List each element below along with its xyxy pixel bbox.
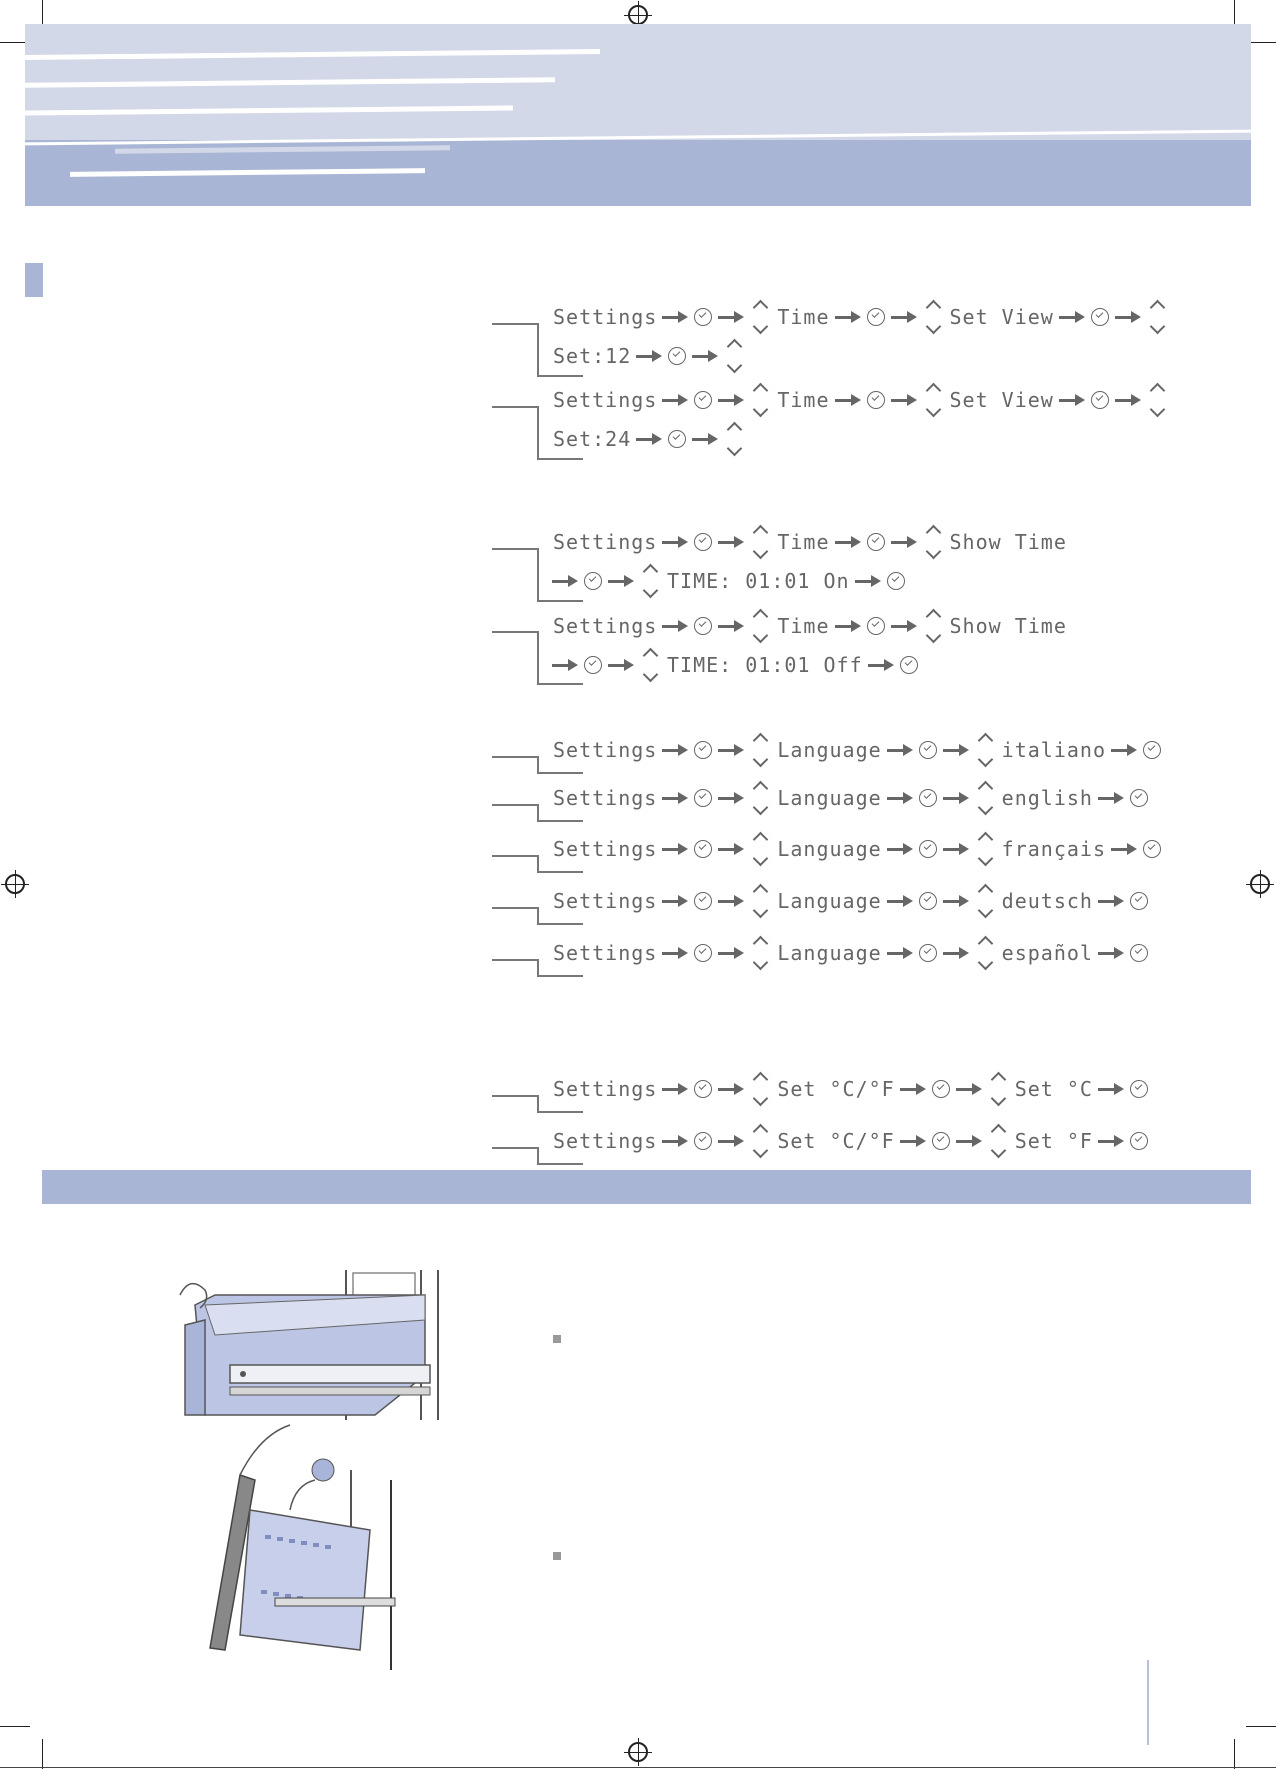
menu-step-label: english [1001, 786, 1093, 810]
menu-step-label: Settings [553, 837, 658, 861]
right-arrow-icon [1098, 792, 1124, 804]
confirm-check-icon [668, 430, 686, 448]
menu-step-label: TIME: 01:01 On [667, 569, 850, 593]
confirm-check-icon [867, 308, 885, 326]
up-down-chevron-icon [752, 883, 768, 919]
confirm-check-icon [1091, 308, 1109, 326]
crop-mark [0, 1726, 30, 1727]
menu-step-label: Settings [553, 388, 658, 412]
right-arrow-icon [956, 1083, 982, 1095]
confirm-check-icon [694, 617, 712, 635]
right-arrow-icon [1098, 895, 1124, 907]
right-arrow-icon [891, 394, 917, 406]
confirm-check-icon [694, 1080, 712, 1098]
right-arrow-icon [887, 792, 913, 804]
confirm-check-icon [1143, 741, 1161, 759]
right-arrow-icon [887, 895, 913, 907]
list-bullet [553, 1552, 561, 1560]
up-down-chevron-icon [752, 780, 768, 816]
bracket-line [537, 772, 583, 774]
right-arrow-icon [900, 1083, 926, 1095]
menu-step-label: Set °C [1014, 1077, 1093, 1101]
up-down-chevron-icon [1149, 382, 1165, 418]
menu-step-label: Language [777, 941, 882, 965]
right-arrow-icon [1115, 311, 1141, 323]
right-arrow-icon [1115, 394, 1141, 406]
up-down-chevron-icon [752, 1071, 768, 1107]
right-arrow-icon [855, 575, 881, 587]
bracket-line [537, 631, 539, 683]
bracket-line [492, 804, 537, 806]
menu-step-label: Settings [553, 889, 658, 913]
menu-step-label: Show Time [949, 530, 1067, 554]
right-arrow-icon [891, 620, 917, 632]
up-down-chevron-icon [977, 831, 993, 867]
menu-sequence [550, 935, 1152, 963]
bracket-line [492, 631, 537, 633]
right-arrow-icon [891, 311, 917, 323]
menu-sequence [550, 608, 1070, 636]
menu-sequence [550, 299, 1171, 327]
menu-step-label: Language [777, 786, 882, 810]
menu-sequence [550, 563, 909, 591]
menu-sequence [550, 647, 922, 675]
right-arrow-icon [662, 1083, 688, 1095]
menu-step-label: Settings [553, 786, 658, 810]
confirm-check-icon [694, 391, 712, 409]
up-down-chevron-icon [726, 421, 742, 457]
registration-mark-icon [628, 1742, 648, 1762]
menu-step-label: deutsch [1001, 889, 1093, 913]
registration-mark-icon [1250, 874, 1270, 894]
bracket-line [537, 907, 539, 923]
menu-step-label: Set °C/°F [777, 1077, 895, 1101]
menu-sequence [550, 883, 1152, 911]
menu-step-label: Time [777, 530, 830, 554]
confirm-check-icon [867, 391, 885, 409]
bracket-line [492, 1147, 537, 1149]
confirm-check-icon [1130, 1080, 1148, 1098]
menu-step-label: Settings [553, 305, 658, 329]
menu-sequence [550, 780, 1152, 808]
right-arrow-icon [835, 620, 861, 632]
right-arrow-icon [718, 1083, 744, 1095]
right-arrow-icon [718, 620, 744, 632]
right-arrow-icon [662, 394, 688, 406]
right-arrow-icon [552, 659, 578, 671]
right-arrow-icon [1098, 1083, 1124, 1095]
confirm-check-icon [867, 617, 885, 635]
right-arrow-icon [943, 947, 969, 959]
menu-step-label: Time [777, 388, 830, 412]
right-arrow-icon [662, 620, 688, 632]
section-bar [42, 1170, 1251, 1204]
right-arrow-icon [718, 1135, 744, 1147]
right-arrow-icon [718, 394, 744, 406]
menu-step-label: Settings [553, 530, 658, 554]
crop-mark [1234, 1739, 1235, 1769]
bracket-line [537, 1147, 539, 1163]
page-edge-line [1147, 1660, 1149, 1745]
right-arrow-icon [956, 1135, 982, 1147]
up-down-chevron-icon [925, 382, 941, 418]
confirm-check-icon [887, 572, 905, 590]
up-down-chevron-icon [977, 732, 993, 768]
confirm-check-icon [668, 347, 686, 365]
confirm-check-icon [1130, 789, 1148, 807]
menu-step-label: Language [777, 889, 882, 913]
right-arrow-icon [1111, 744, 1137, 756]
confirm-check-icon [694, 789, 712, 807]
confirm-check-icon [694, 1132, 712, 1150]
registration-mark-icon [628, 5, 648, 25]
menu-step-label: español [1001, 941, 1093, 965]
confirm-check-icon [919, 789, 937, 807]
menu-step-label: Time [777, 614, 830, 638]
menu-step-label: Settings [553, 738, 658, 762]
up-down-chevron-icon [726, 338, 742, 374]
right-arrow-icon [1098, 1135, 1124, 1147]
up-down-chevron-icon [752, 524, 768, 560]
menu-step-label: Settings [553, 1129, 658, 1153]
menu-sequence [550, 732, 1165, 760]
right-arrow-icon [887, 843, 913, 855]
up-down-chevron-icon [642, 563, 658, 599]
confirm-check-icon [919, 944, 937, 962]
menu-step-label: français [1001, 837, 1106, 861]
menu-step-label: Settings [553, 1077, 658, 1101]
right-arrow-icon [608, 659, 634, 671]
right-arrow-icon [887, 947, 913, 959]
confirm-check-icon [694, 741, 712, 759]
confirm-check-icon [694, 533, 712, 551]
right-arrow-icon [835, 394, 861, 406]
up-down-chevron-icon [752, 831, 768, 867]
menu-sequence [550, 338, 748, 366]
right-arrow-icon [692, 350, 718, 362]
confirm-check-icon [1130, 892, 1148, 910]
menu-sequence [550, 831, 1165, 859]
right-arrow-icon [636, 350, 662, 362]
menu-step-label: Set °F [1014, 1129, 1093, 1153]
confirm-check-icon [1130, 1132, 1148, 1150]
menu-step-label: Set:12 [553, 344, 632, 368]
bracket-line [492, 959, 537, 961]
up-down-chevron-icon [642, 647, 658, 683]
menu-step-label: Show Time [949, 614, 1067, 638]
right-arrow-icon [662, 311, 688, 323]
right-arrow-icon [662, 744, 688, 756]
confirm-check-icon [919, 892, 937, 910]
bracket-line [492, 323, 537, 325]
up-down-chevron-icon [925, 524, 941, 560]
section-marker [25, 263, 43, 297]
right-arrow-icon [835, 311, 861, 323]
bracket-line [492, 907, 537, 909]
right-arrow-icon [1059, 394, 1085, 406]
bracket-line [492, 406, 537, 408]
menu-sequence [550, 1123, 1152, 1151]
right-arrow-icon [943, 792, 969, 804]
right-arrow-icon [900, 1135, 926, 1147]
up-down-chevron-icon [977, 935, 993, 971]
confirm-check-icon [867, 533, 885, 551]
bracket-line [537, 871, 583, 873]
right-arrow-icon [662, 947, 688, 959]
bracket-line [537, 458, 583, 460]
right-arrow-icon [636, 433, 662, 445]
right-arrow-icon [891, 536, 917, 548]
bracket-line [537, 1163, 583, 1165]
right-arrow-icon [718, 843, 744, 855]
bracket-line [537, 1095, 539, 1111]
right-arrow-icon [718, 536, 744, 548]
bracket-line [492, 756, 537, 758]
bracket-line [537, 375, 583, 377]
bracket-line [537, 600, 583, 602]
right-arrow-icon [868, 659, 894, 671]
bracket-line [537, 756, 539, 772]
menu-sequence [550, 1071, 1152, 1099]
menu-step-label: Set View [949, 388, 1054, 412]
right-arrow-icon [718, 744, 744, 756]
up-down-chevron-icon [752, 608, 768, 644]
bracket-line [537, 820, 583, 822]
right-arrow-icon [718, 792, 744, 804]
up-down-chevron-icon [1149, 299, 1165, 335]
menu-sequence [550, 382, 1171, 410]
bracket-line [537, 406, 539, 458]
menu-step-label: Language [777, 837, 882, 861]
menu-step-label: TIME: 01:01 Off [667, 653, 863, 677]
up-down-chevron-icon [752, 1123, 768, 1159]
bracket-line [537, 923, 583, 925]
bracket-line [537, 804, 539, 820]
confirm-check-icon [932, 1080, 950, 1098]
menu-sequence [550, 524, 1070, 552]
menu-sequence [550, 421, 748, 449]
confirm-check-icon [1091, 391, 1109, 409]
right-arrow-icon [718, 947, 744, 959]
right-arrow-icon [662, 895, 688, 907]
right-arrow-icon [718, 895, 744, 907]
right-arrow-icon [662, 792, 688, 804]
bracket-line [537, 959, 539, 975]
confirm-check-icon [1143, 840, 1161, 858]
right-arrow-icon [943, 895, 969, 907]
drawer-open-illustration [175, 1265, 445, 1425]
up-down-chevron-icon [925, 608, 941, 644]
bracket-line [492, 855, 537, 857]
confirm-check-icon [919, 840, 937, 858]
up-down-chevron-icon [925, 299, 941, 335]
right-arrow-icon [943, 843, 969, 855]
menu-step-label: Set °C/°F [777, 1129, 895, 1153]
right-arrow-icon [1059, 311, 1085, 323]
menu-step-label: Language [777, 738, 882, 762]
bracket-line [537, 855, 539, 871]
confirm-check-icon [900, 656, 918, 674]
right-arrow-icon [662, 1135, 688, 1147]
right-arrow-icon [552, 575, 578, 587]
up-down-chevron-icon [977, 780, 993, 816]
menu-step-label: Settings [553, 614, 658, 638]
crop-line [0, 1767, 1276, 1768]
up-down-chevron-icon [752, 732, 768, 768]
menu-step-label: Set:24 [553, 427, 632, 451]
confirm-check-icon [694, 840, 712, 858]
right-arrow-icon [718, 311, 744, 323]
up-down-chevron-icon [977, 883, 993, 919]
confirm-check-icon [932, 1132, 950, 1150]
bracket-line [537, 548, 539, 600]
right-arrow-icon [608, 575, 634, 587]
menu-step-label: Set View [949, 305, 1054, 329]
right-arrow-icon [1111, 843, 1137, 855]
right-arrow-icon [887, 744, 913, 756]
bracket-line [537, 323, 539, 375]
confirm-check-icon [584, 656, 602, 674]
right-arrow-icon [1098, 947, 1124, 959]
right-arrow-icon [662, 536, 688, 548]
confirm-check-icon [694, 308, 712, 326]
up-down-chevron-icon [752, 299, 768, 335]
menu-step-label: italiano [1001, 738, 1106, 762]
right-arrow-icon [692, 433, 718, 445]
right-arrow-icon [835, 536, 861, 548]
right-arrow-icon [943, 744, 969, 756]
crop-mark [42, 1739, 43, 1769]
bracket-line [537, 683, 583, 685]
list-bullet [553, 1335, 561, 1343]
up-down-chevron-icon [990, 1071, 1006, 1107]
up-down-chevron-icon [990, 1123, 1006, 1159]
bracket-line [492, 548, 537, 550]
bracket-line [537, 1111, 583, 1113]
right-arrow-icon [662, 843, 688, 855]
crop-mark [1246, 1726, 1276, 1727]
drawer-remove-illustration [195, 1420, 405, 1675]
up-down-chevron-icon [752, 382, 768, 418]
registration-mark-icon [5, 874, 25, 894]
confirm-check-icon [1130, 944, 1148, 962]
confirm-check-icon [919, 741, 937, 759]
bracket-line [492, 1095, 537, 1097]
up-down-chevron-icon [752, 935, 768, 971]
bracket-line [537, 975, 583, 977]
confirm-check-icon [694, 944, 712, 962]
menu-step-label: Settings [553, 941, 658, 965]
menu-step-label: Time [777, 305, 830, 329]
confirm-check-icon [584, 572, 602, 590]
confirm-check-icon [694, 892, 712, 910]
